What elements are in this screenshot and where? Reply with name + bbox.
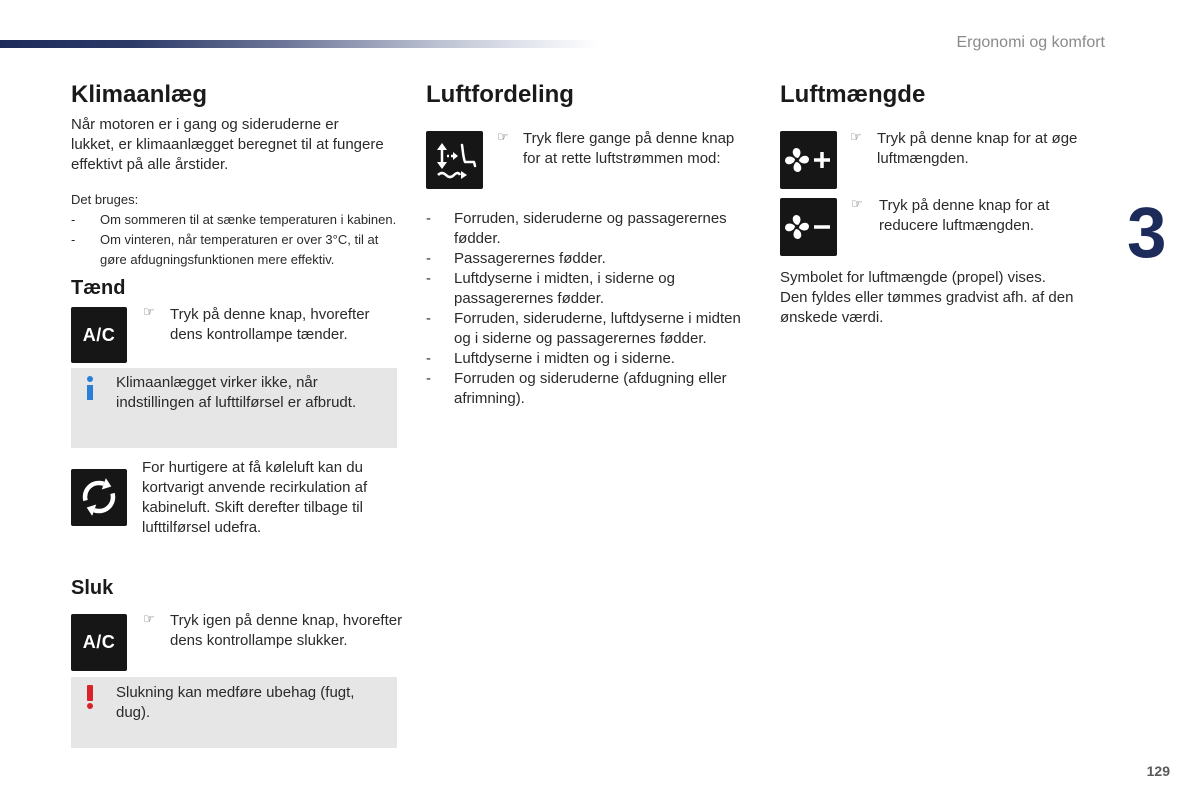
air-flow-decrease-instruction: Tryk på denne knap for at reducere luftmængden. <box>879 197 1050 234</box>
switch-off-title: Sluk <box>71 577 114 599</box>
header-accent-bar <box>0 40 600 48</box>
switch-off-instruction: Tryk igen på denne knap, hvorefter dens kontrollampe slukker. <box>170 612 403 649</box>
fan-minus-icon-graphic <box>780 198 837 256</box>
climate-title: Klimaanlæg <box>71 81 208 108</box>
usage-list <box>71 210 396 270</box>
climate-intro: Når motoren er i gang og sideruderne er lukket, er klimaanlægget beregnet til at fungere effektivt på alle årstider. <box>71 116 384 173</box>
usage-item <box>71 230 396 270</box>
ac-button-label: A/C <box>82 632 116 652</box>
fan-plus-icon <box>780 131 837 189</box>
pointing-hand-icon: ☞ <box>143 612 155 627</box>
list-marker: - <box>426 350 431 367</box>
switch-on-instruction: Tryk på denne knap, hvorefter dens kontrollampe tænder. <box>170 306 370 343</box>
list-item-text: Luftdyserne i midten og i siderne. <box>454 350 675 367</box>
list-marker: - <box>426 210 431 227</box>
air-flow-title: Luftmængde <box>780 81 926 108</box>
list-item-text: Forruden, sideruderne, luftdyserne i midten og i siderne og passagerernes fødder. <box>454 310 741 347</box>
air-distribution-instruction: Tryk flere gange på denne knap for at rette luftstrømmen mod: <box>523 130 735 167</box>
info-icon <box>86 376 94 400</box>
page-number: 129 <box>1146 763 1170 779</box>
air-distribution-list <box>426 209 741 409</box>
list-marker: - <box>426 250 431 267</box>
list-item-text: Luftdyserne i midten, i siderne og passagerernes fødder. <box>454 270 675 307</box>
usage-item-text: Om vinteren, når temperaturen er over 3°C, til at gøre afdugningsfunktionen mere effektiv. <box>100 232 379 267</box>
fan-plus-icon-graphic <box>780 131 837 189</box>
list-item <box>426 349 741 369</box>
chapter-tab-number: 3 <box>1127 194 1167 273</box>
list-item-text: Forruden og sideruderne (afdugning eller afrimning). <box>454 370 727 407</box>
list-marker: - <box>426 370 431 387</box>
list-item <box>426 369 741 409</box>
list-item <box>426 309 741 349</box>
list-item <box>426 249 741 269</box>
recirculation-text: For hurtigere at få køleluft kan du kortvarigt anvende recirkulation af kabineluft. Skift derefter tilbage til lufttilførsel udefra. <box>142 459 368 536</box>
usage-item-text: Om sommeren til at sænke temperaturen i kabinen. <box>100 212 397 227</box>
air-distribution-icon <box>426 131 483 189</box>
warning-note-text: Slukning kan medføre ubehag (fugt, dug). <box>116 684 355 721</box>
air-distribution-title: Luftfordeling <box>426 81 574 108</box>
air-flow-increase-instruction: Tryk på denne knap for at øge luftmængden. <box>877 130 1078 167</box>
running-header: Ergonomi og komfort <box>956 34 1105 51</box>
list-item <box>426 269 741 309</box>
recirculation-icon <box>71 469 127 526</box>
list-item-text: Forruden, sideruderne og passagerernes fødder. <box>454 210 727 247</box>
switch-on-title: Tænd <box>71 277 126 299</box>
pointing-hand-icon: ☞ <box>850 130 862 145</box>
fan-minus-icon <box>780 198 837 256</box>
list-marker: - <box>71 232 76 247</box>
usage-label: Det bruges: <box>71 192 139 207</box>
air-distribution-icon-graphic <box>426 131 483 189</box>
list-marker: - <box>71 212 76 227</box>
list-item-text: Passagerernes fødder. <box>454 250 606 267</box>
warning-icon <box>86 685 94 709</box>
recirculation-icon-graphic <box>71 469 127 526</box>
air-flow-description: Symbolet for luftmængde (propel) vises. Den fyldes eller tømmes gradvist afh. af den ønskede værdi. <box>780 269 1074 326</box>
pointing-hand-icon: ☞ <box>851 197 863 212</box>
list-marker: - <box>426 270 431 287</box>
ac-button-icon <box>71 307 127 363</box>
list-marker: - <box>426 310 431 327</box>
pointing-hand-icon: ☞ <box>143 305 155 320</box>
ac-button-label: A/C <box>82 324 116 345</box>
ac-button-icon <box>71 614 127 671</box>
list-item <box>426 209 741 249</box>
pointing-hand-icon: ☞ <box>497 130 509 145</box>
usage-item <box>71 210 396 230</box>
info-note-text: Klimaanlægget virker ikke, når indstillingen af lufttilførsel er afbrudt. <box>116 374 357 411</box>
